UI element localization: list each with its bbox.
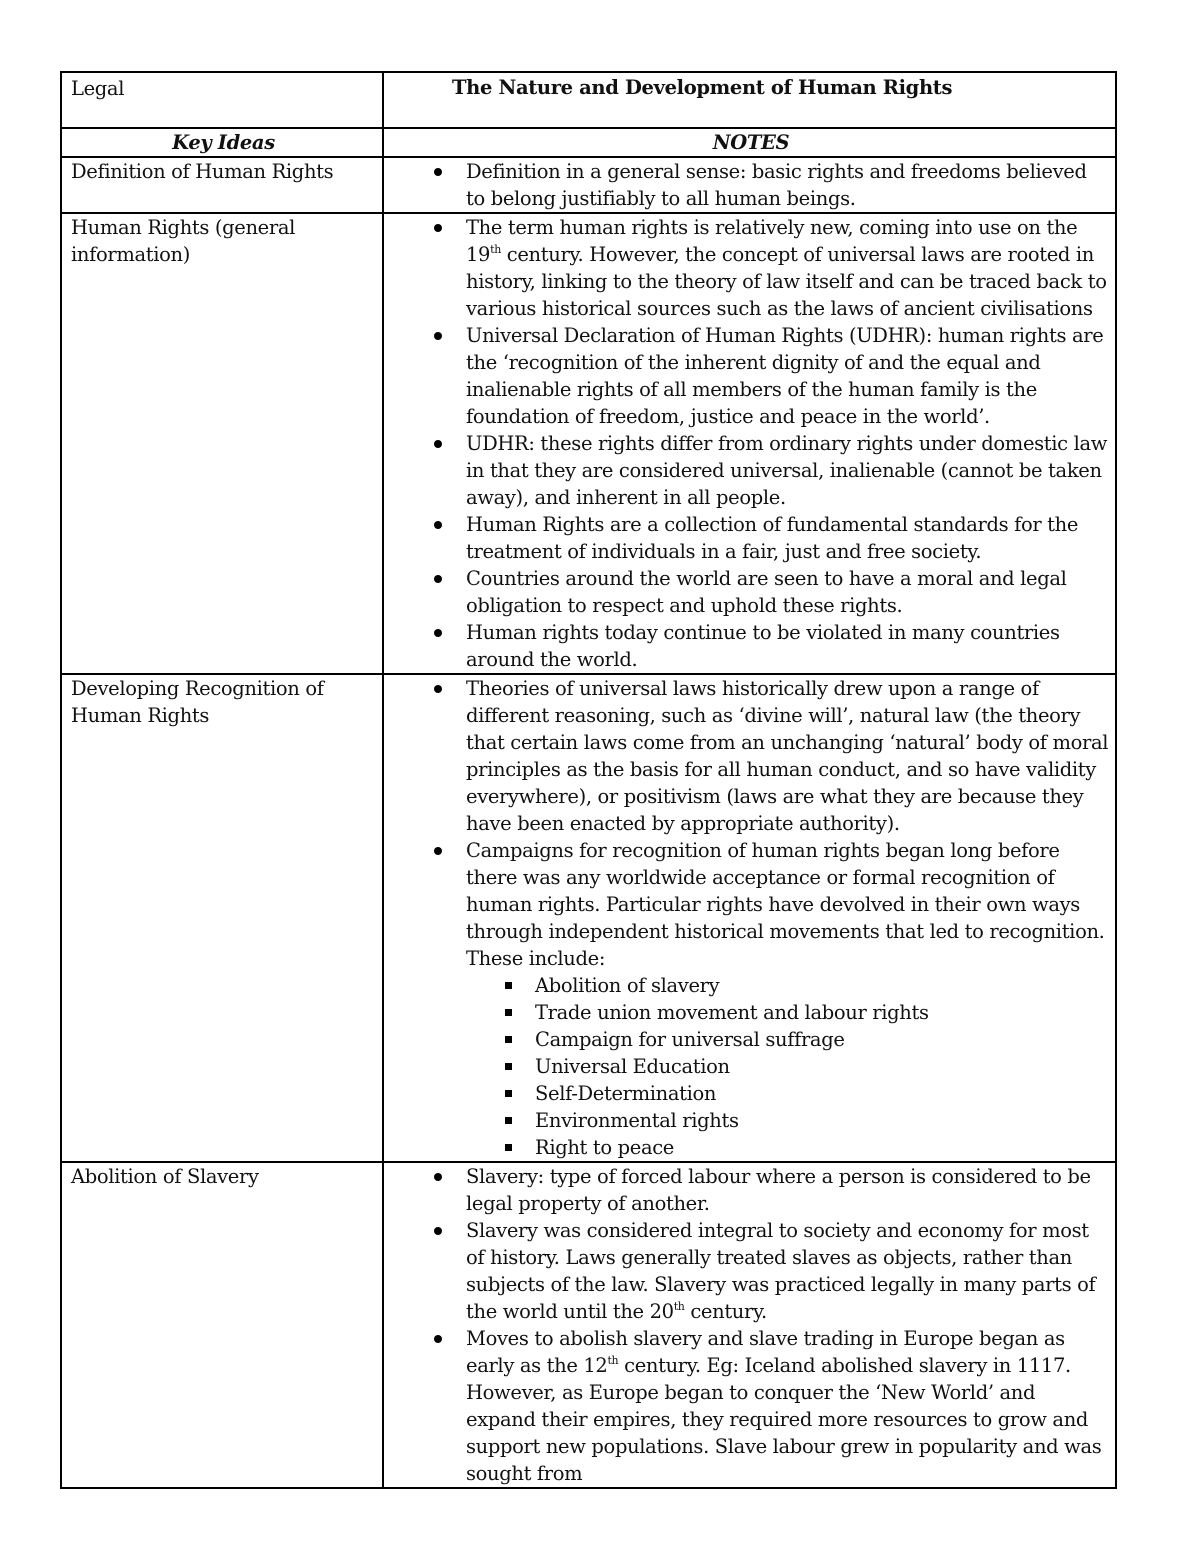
bullet-item: Countries around the world are seen to have a moral and legal obligation to respect and uphold these rights. bbox=[466, 565, 1109, 619]
ordinal-suffix: th bbox=[607, 1354, 619, 1367]
bullet-item: Moves to abolish slavery and slave trading in Europe began as early as the 12th century. Eg: Iceland abolished slavery in 1117. However, as Europe began to conquer the ‘New World’ and expand their empires, they required more resources to grow and support new populations. Slave labour grew in popularity and was sought from bbox=[466, 1325, 1109, 1487]
bullet-list bbox=[393, 158, 1109, 212]
ordinal-suffix: th bbox=[673, 1300, 685, 1313]
column-header-key-ideas: Key Ideas bbox=[61, 128, 383, 157]
bullet-item: Human rights today continue to be violated in many countries around the world. bbox=[466, 619, 1109, 673]
bullet-item: The term human rights is relatively new, coming into use on the 19th century. However, the concept of universal laws are rooted in history, linking to the theory of law itself and can be traced back to various historical sources such as the laws of ancient civilisations bbox=[466, 214, 1109, 322]
bullet-item: Campaigns for recognition of human rights began long before there was any worldwide acceptance or formal recognition of human rights. Particular rights have devolved in their own ways through independent historical movements that led to recognition. These include: bbox=[466, 837, 1109, 972]
sub-bullet-item: Universal Education bbox=[535, 1053, 1109, 1080]
notes-table bbox=[60, 71, 1117, 1489]
sub-bullet-item: Campaign for universal suffrage bbox=[535, 1026, 1109, 1053]
bullet-item: UDHR: these rights differ from ordinary rights under domestic law in that they are considered universal, inalienable (cannot be taken away), and inherent in all people. bbox=[466, 432, 1108, 509]
bullet-item: Slavery was considered integral to society and economy for most of history. Laws generally treated slaves as objects, rather than subjects of the law. Slavery was practiced legally in many parts of the world until the 20th century. bbox=[466, 1217, 1109, 1325]
table-row bbox=[61, 213, 1116, 674]
table-row bbox=[61, 674, 1116, 1162]
key-idea-cell: Definition of Human Rights bbox=[61, 157, 383, 213]
column-header-row bbox=[61, 128, 1116, 157]
sub-bullet-item: Abolition of slavery bbox=[535, 972, 1109, 999]
ordinal-suffix: th bbox=[490, 243, 501, 256]
bullet-item: Definition in a general sense: basic rights and freedoms believed to belong justifiably to all human beings. bbox=[466, 158, 1109, 212]
sub-bullet-item: Trade union movement and labour rights bbox=[535, 999, 1109, 1026]
notes-cell bbox=[383, 1162, 1116, 1488]
notes-cell bbox=[383, 674, 1116, 1162]
table-row bbox=[61, 157, 1116, 213]
bullet-item: Slavery: type of forced labour where a person is considered to be legal property of another. bbox=[466, 1163, 1109, 1217]
sub-bullet-item: Self-Determination bbox=[535, 1080, 1109, 1107]
sub-bullet-item: Right to peace bbox=[535, 1134, 1109, 1161]
subject-label: Legal bbox=[61, 72, 383, 128]
notes-cell bbox=[383, 213, 1116, 674]
sub-bullet-item: Environmental rights bbox=[535, 1107, 1109, 1134]
bullet-item: Universal Declaration of Human Rights (UDHR): human rights are the ‘recognition of the inherent dignity of and the equal and inalienable rights of all members of the human family is the foundation of freedom, justice and peace in the world’. bbox=[466, 322, 1109, 430]
table-row bbox=[61, 1162, 1116, 1488]
notes-cell bbox=[383, 157, 1116, 213]
column-header-notes: NOTES bbox=[383, 128, 1116, 157]
bullet-list bbox=[393, 675, 1109, 972]
sub-bullet-list bbox=[393, 972, 1109, 1161]
bullet-item: Human Rights are a collection of fundamental standards for the treatment of individuals in a fair, just and free society. bbox=[466, 511, 1109, 565]
key-idea-cell: Abolition of Slavery bbox=[61, 1162, 383, 1488]
key-idea-cell: Human Rights (general information) bbox=[61, 213, 383, 674]
key-idea-cell: Developing Recognition of Human Rights bbox=[61, 674, 383, 1162]
bullet-list bbox=[393, 214, 1109, 673]
bullet-list bbox=[393, 1163, 1109, 1487]
document-title: The Nature and Development of Human Rights bbox=[383, 72, 1116, 128]
bullet-item: Theories of universal laws historically drew upon a range of different reasoning, such as ‘divine will’, natural law (the theory that certain laws come from an unchanging ‘natural’ body of moral principles as the basis for all human conduct, and so have validity everywhere), or positivism (laws are what they are because they have been enacted by appropriate authority). bbox=[466, 677, 1109, 835]
header-row bbox=[61, 72, 1116, 128]
